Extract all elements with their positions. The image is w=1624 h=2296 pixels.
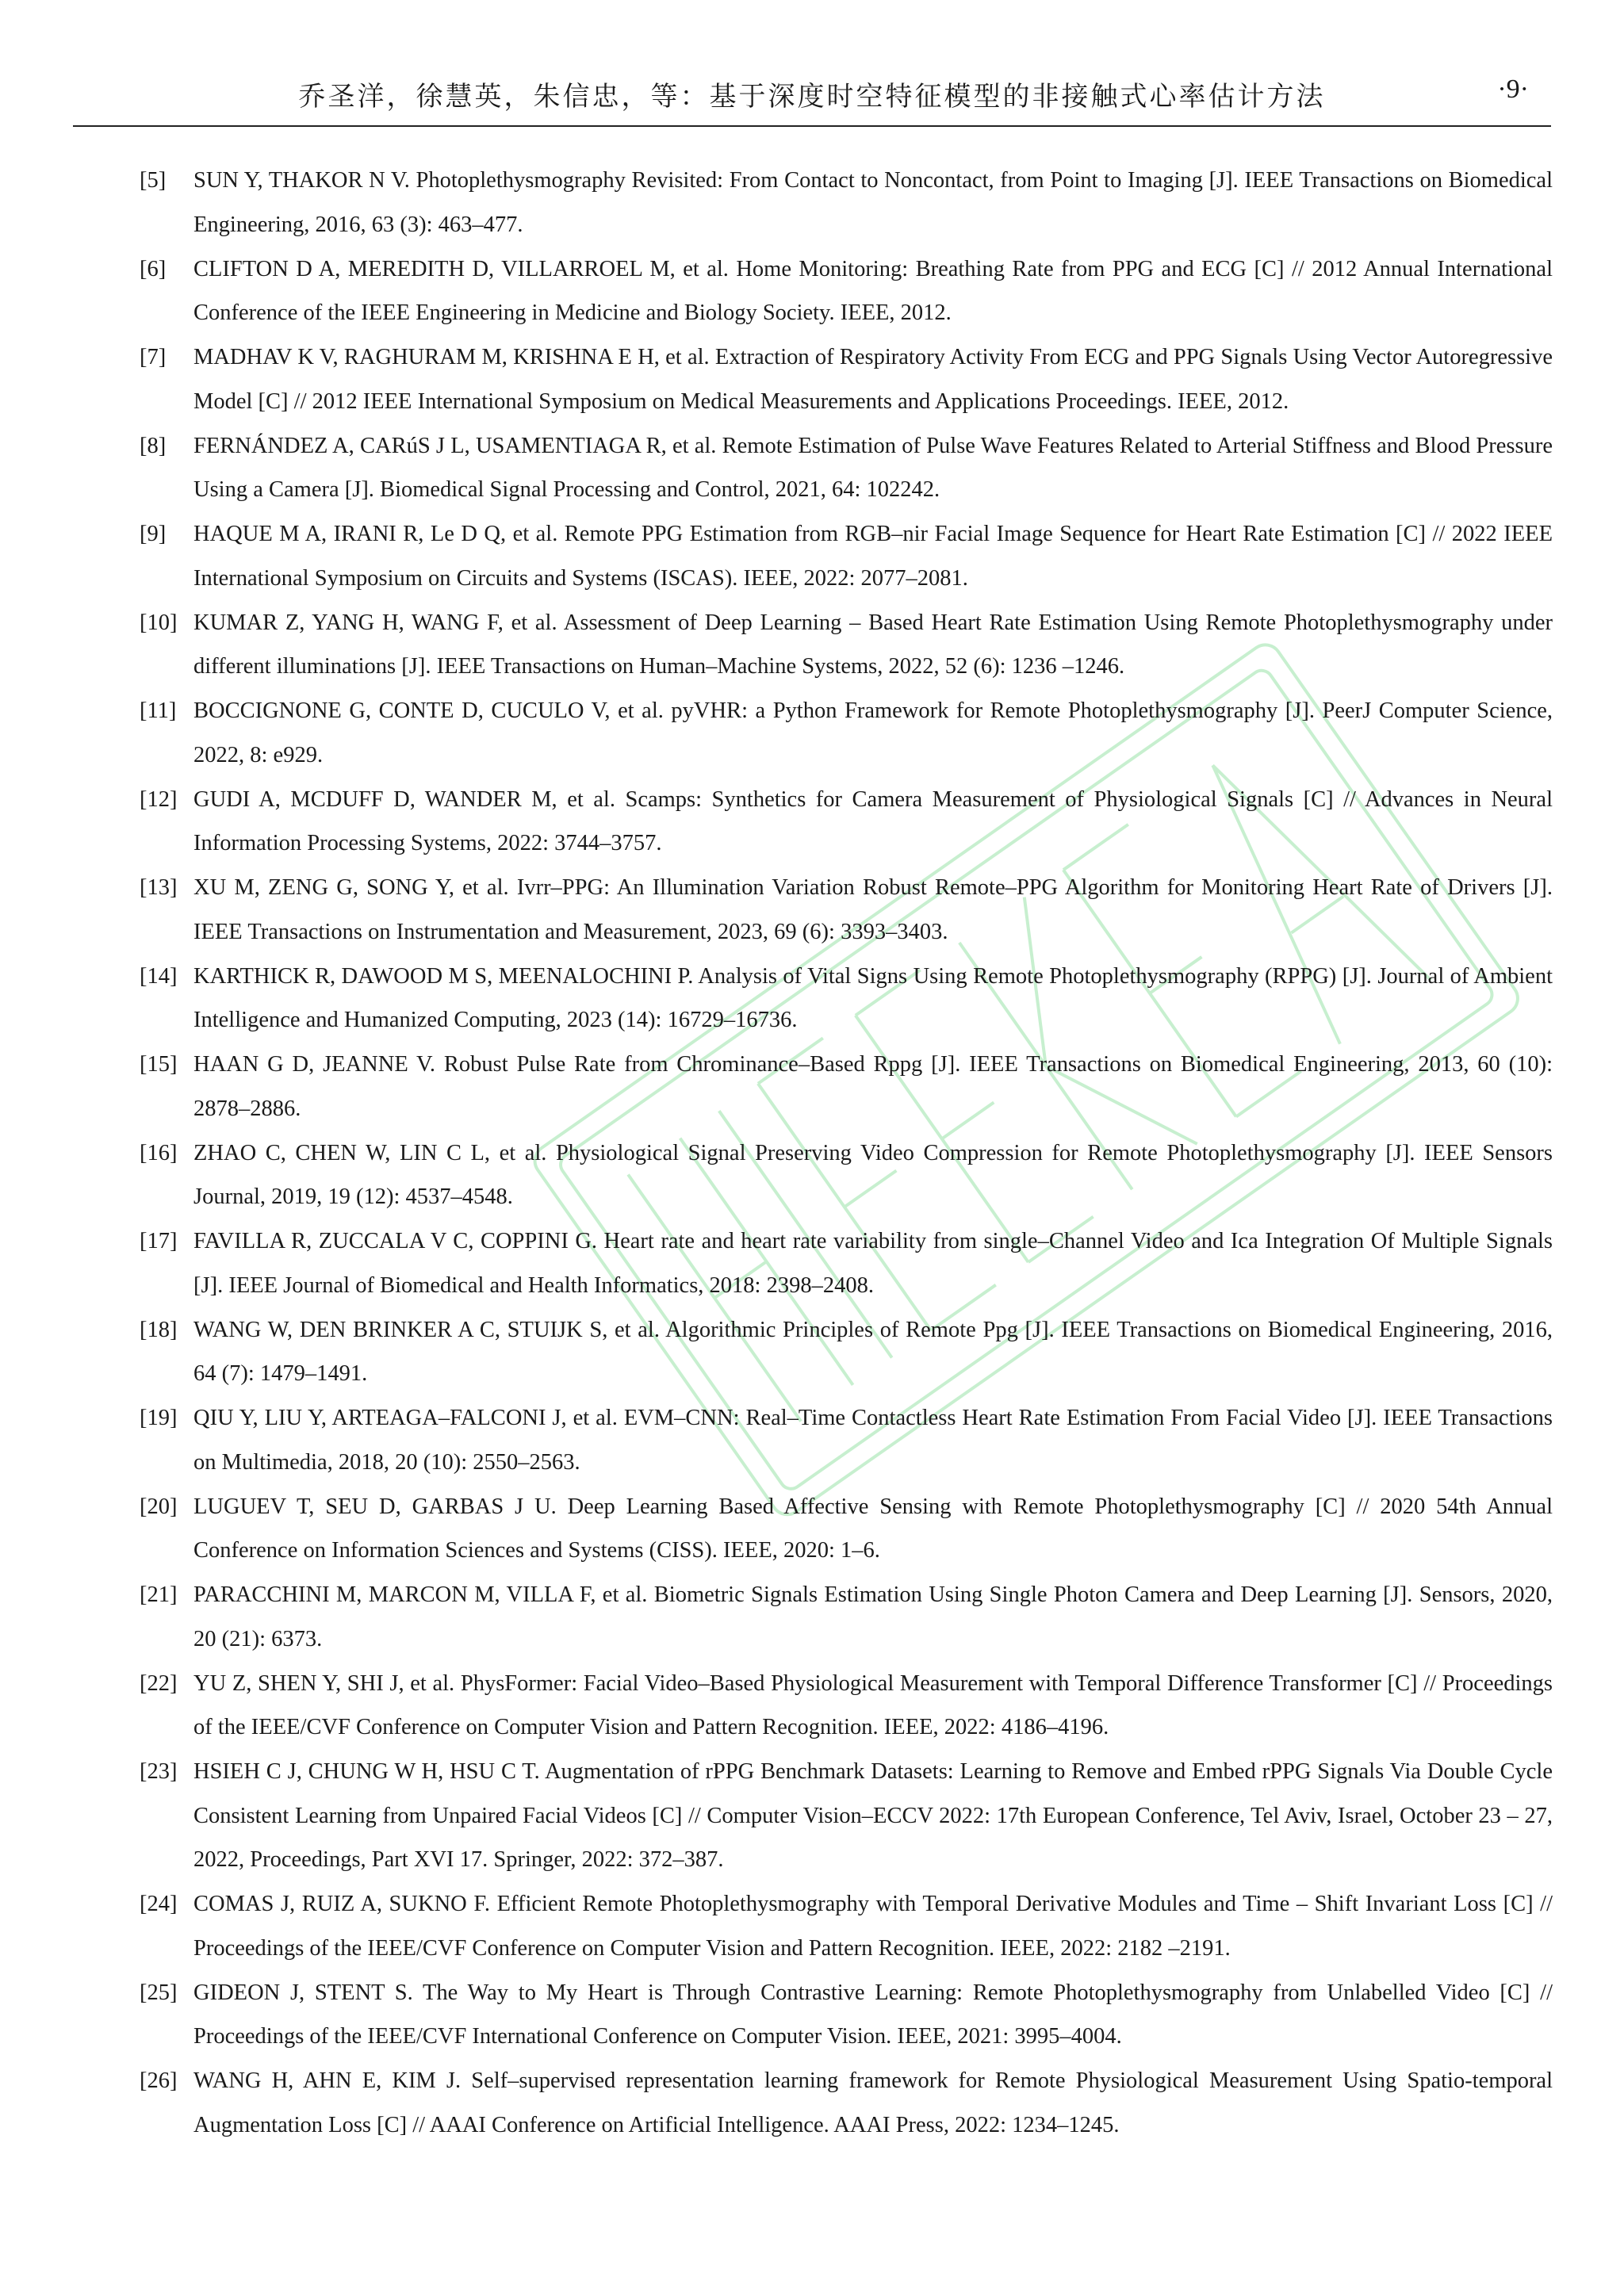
- reference-text: HAAN G D, JEANNE V. Robust Pulse Rate from Chrominance–Based Rppg [J]. IEEE Transactions on Biomedical Engineering, 2013, 60 (10): 2878–2886.: [193, 1052, 1553, 1121]
- reference-text: KARTHICK R, DAWOOD M S, MEENALOCHINI P. Analysis of Vital Signs Using Remote Photoplethysmography (RPPG) [J]. Journal of Ambient Intelligence and Humanized Computing, 2023 (14): 16729–16736.: [193, 963, 1553, 1032]
- reference-number: [12]: [140, 786, 178, 812]
- reference-text: GIDEON J, STENT S. The Way to My Heart is Through Contrastive Learning: Remote Photoplethysmography from Unlabelled Video [C] // Proceedings of the IEEE/CVF International Conference on Computer Vision. IEEE, 2021: 3995–4004.: [193, 1980, 1553, 2049]
- reference-entry: [140, 955, 1553, 1043]
- reference-number: [17]: [140, 1229, 178, 1253]
- reference-number: [20]: [140, 1494, 178, 1519]
- reference-text: PARACCHINI M, MARCON M, VILLA F, et al. Biometric Signals Estimation Using Single Photon Camera and Deep Learning [J]. Sensors, 2020, 20 (21): 6373.: [193, 1582, 1553, 1651]
- reference-number: [13]: [140, 875, 178, 900]
- reference-number: [6]: [140, 256, 167, 281]
- reference-entry: [140, 1750, 1553, 1882]
- page-number: ·9·: [1497, 75, 1529, 104]
- running-header-title: 乔圣洋，徐慧英，朱信忠，等：基于深度时空特征模型的非接触式心率估计方法: [298, 81, 1326, 113]
- reference-number: [19]: [140, 1406, 178, 1430]
- reference-number: [24]: [140, 1892, 178, 1916]
- reference-text: KUMAR Z, YANG H, WANG F, et al. Assessment of Deep Learning – Based Heart Rate Estimation Using Remote Photoplethysmography under different illuminations [J]. IEEE Transactions on Human–Machine Systems, 2022, 52 (6): 1236 –1246.: [193, 610, 1553, 679]
- reference-number: [15]: [140, 1052, 178, 1077]
- reference-entry: [140, 2059, 1553, 2147]
- reference-entry: [140, 247, 1553, 335]
- reference-text: LUGUEV T, SEU D, GARBAS J U. Deep Learning Based Affective Sensing with Remote Photoplethysmography [C] // 2020 54th Annual Conference on Information Sciences and Systems (CISS). IEEE, 2020: 1–6.: [193, 1494, 1553, 1563]
- reference-number: [9]: [140, 522, 167, 546]
- reference-number: [8]: [140, 433, 167, 458]
- reference-entry: [140, 1043, 1553, 1131]
- reference-entry: [140, 1219, 1553, 1307]
- reference-number: [26]: [140, 2068, 178, 2093]
- reference-entry: [140, 512, 1553, 600]
- reference-text: COMAS J, RUIZ A, SUKNO F. Efficient Remote Photoplethysmography with Temporal Derivative Modules and Time – Shift Invariant Loss [C] // Proceedings of the IEEE/CVF Conference on Computer Vision and Pattern Recognition. IEEE, 2022: 2182 –2191.: [193, 1892, 1553, 1961]
- reference-text: ZHAO C, CHEN W, LIN C L, et al. Physiological Signal Preserving Video Compression for Remote Photoplethysmography [J]. IEEE Sensors Journal, 2019, 19 (12): 4537–4548.: [193, 1140, 1553, 1209]
- reference-text: XU M, ZENG G, SONG Y, et al. Ivrr–PPG: An Illumination Variation Robust Remote–PPG Algorithm for Monitoring Heart Rate of Drivers [J]. IEEE Transactions on Instrumentation and Measurement, 2023, 69 (6): 3393–3403.: [193, 875, 1553, 944]
- reference-number: [21]: [140, 1582, 178, 1607]
- reference-number: [10]: [140, 610, 178, 635]
- reference-entry: [140, 866, 1553, 954]
- reference-entry: [140, 1308, 1553, 1396]
- reference-entry: [140, 1485, 1553, 1573]
- reference-entry: [140, 335, 1553, 423]
- reference-entry: [140, 1882, 1553, 1970]
- reference-number: [7]: [140, 345, 167, 369]
- running-header: [73, 62, 1551, 127]
- reference-text: HAQUE M A, IRANI R, Le D Q, et al. Remote PPG Estimation from RGB–nir Facial Image Sequence for Heart Rate Estimation [C] // 2022 IEEE International Symposium on Circuits and Systems (ISCAS). IEEE, 2022: 2077–2081.: [193, 522, 1553, 591]
- reference-number: [14]: [140, 963, 178, 989]
- reference-number: [16]: [140, 1140, 178, 1165]
- reference-list: [140, 159, 1553, 2148]
- reference-entry: [140, 601, 1553, 689]
- reference-entry: [140, 159, 1553, 247]
- reference-number: [22]: [140, 1670, 178, 1696]
- reference-entry: [140, 1573, 1553, 1661]
- reference-number: [5]: [140, 168, 167, 193]
- reference-entry: [140, 689, 1553, 777]
- reference-entry: [140, 1662, 1553, 1750]
- reference-text: QIU Y, LIU Y, ARTEAGA–FALCONI J, et al. EVM–CNN: Real–Time Contactless Heart Rate Estimation From Facial Video [J]. IEEE Transactions on Multimedia, 2018, 20 (10): 2550–2563.: [193, 1406, 1553, 1475]
- reference-text: FERNÁNDEZ A, CARúS J L, USAMENTIAGA R, et al. Remote Estimation of Pulse Wave Features Related to Arterial Stiffness and Blood Pressure Using a Camera [J]. Biomedical Signal Processing and Control, 2021, 64: 102242.: [193, 433, 1553, 502]
- reference-entry: [140, 778, 1553, 866]
- reference-text: FAVILLA R, ZUCCALA V C, COPPINI G. Heart rate and heart rate variability from single–Channel Video and Ica Integration Of Multiple Signals [J]. IEEE Journal of Biomedical and Health Informatics, 2018: 2398–2408.: [193, 1229, 1553, 1298]
- reference-text: MADHAV K V, RAGHURAM M, KRISHNA E H, et al. Extraction of Respiratory Activity From ECG and PPG Signals Using Vector Autoregressive Model [C] // 2012 IEEE International Symposium on Medical Measurements and Applications Proceedings. IEEE, 2012.: [193, 345, 1553, 414]
- reference-text: WANG H, AHN E, KIM J. Self–supervised representation learning framework for Remote Physiological Measurement Using Spatio-temporal Augmentation Loss [C] // AAAI Conference on Artificial Intelligence. AAAI Press, 2022: 1234–1245.: [193, 2068, 1553, 2137]
- reference-text: BOCCIGNONE G, CONTE D, CUCULO V, et al. pyVHR: a Python Framework for Remote Photoplethysmography [J]. PeerJ Computer Science, 2022, 8: e929.: [193, 698, 1553, 767]
- reference-number: [18]: [140, 1317, 178, 1342]
- reference-text: HSIEH C J, CHUNG W H, HSU C T. Augmentation of rPPG Benchmark Datasets: Learning to Remove and Embed rPPG Signals Via Double Cycle Consistent Learning from Unpaired Facial Videos [C] // Computer Vision–ECCV 2022: 17th European Conference, Tel Aviv, Israel, October 23 – 27, 2022, Proceedings, Part XVI 17. Springer, 2022: 372–387.: [193, 1759, 1553, 1872]
- reference-number: [25]: [140, 1980, 178, 2005]
- reference-text: CLIFTON D A, MEREDITH D, VILLARROEL M, et al. Home Monitoring: Breathing Rate from PPG and ECG [C] // 2012 Annual International Conference of the IEEE Engineering in Medicine and Biology Society. IEEE, 2012.: [193, 256, 1553, 325]
- reference-text: GUDI A, MCDUFF D, WANDER M, et al. Scamps: Synthetics for Camera Measurement of Physiological Signals [C] // Advances in Neural Information Processing Systems, 2022: 3744–3757.: [193, 786, 1553, 855]
- reference-text: YU Z, SHEN Y, SHI J, et al. PhysFormer: Facial Video–Based Physiological Measurement with Temporal Difference Transformer [C] // Proceedings of the IEEE/CVF Conference on Computer Vision and Pattern Recognition. IEEE, 2022: 4186–4196.: [193, 1670, 1553, 1739]
- reference-text: WANG W, DEN BRINKER A C, STUIJK S, et al. Algorithmic Principles of Remote Ppg [J]. IEEE Transactions on Biomedical Engineering, 2016, 64 (7): 1479–1491.: [193, 1317, 1553, 1386]
- reference-number: [11]: [140, 698, 177, 723]
- reference-number: [23]: [140, 1759, 178, 1784]
- reference-entry: [140, 1971, 1553, 2059]
- reference-entry: [140, 424, 1553, 512]
- reference-text: SUN Y, THAKOR N V. Photoplethysmography Revisited: From Contact to Noncontact, from Point to Imaging [J]. IEEE Transactions on Biomedical Engineering, 2016, 63 (3): 463–477.: [193, 168, 1553, 237]
- reference-entry: [140, 1131, 1553, 1219]
- reference-entry: [140, 1396, 1553, 1484]
